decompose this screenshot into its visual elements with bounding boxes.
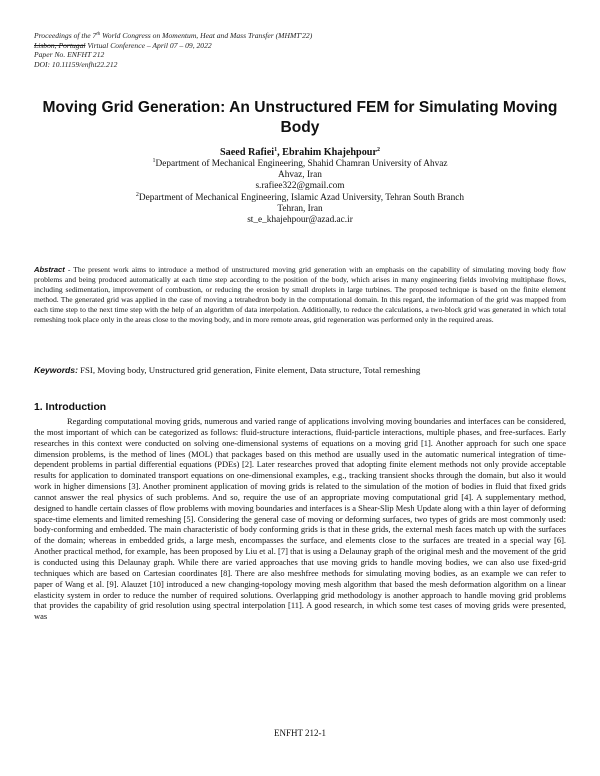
author-1-email: s.rafiee322@gmail.com [255,181,345,192]
affiliation-2: $^2$Department of Mechanical Engineering, Islamic Azad University, Tehran South Branch [135,191,465,203]
affiliation-2-city: Tehran, Iran [277,203,323,214]
struck-venue: Lisbon, Portugal [34,40,86,50]
abstract-label: Abstract [34,265,65,274]
proceedings-header [34,31,574,69]
keywords-text: FSI, Moving body, Unstructured grid generation, Finite element, Data structure, Total remeshing [77,365,421,375]
author-2: Ebrahim Khajehpour [282,147,377,158]
header-paper-number: Paper No. ENFHT 212 [34,50,105,60]
author-2-email: st_e_khajehpour@azad.ac.ir [247,215,353,226]
introduction-body [34,416,566,622]
author-1: Saeed Rafiei [220,147,275,158]
affiliation-1-city: Ahvaz, Iran [278,170,322,181]
header-venue-line: Lisbon, Portugal Virtual Conference – April 07 – 09, 2022 [34,40,212,50]
header-doi: DOI: 10.11159/enfht22.212 [34,59,118,69]
affiliation-1: $^1$Department of Mechanical Engineering, Shahid Chamran University of Ahvaz [152,158,448,169]
keywords-label: Keywords: [34,365,78,375]
page-footer: ENFHT 212-1 [273,728,327,738]
header-conference-line: Proceedings of the 7th World Congress on Momentum, Heat and Mass Transfer (MHMT'22) [34,31,313,40]
abstract [34,265,566,326]
paper-title: Moving Grid Generation: An Unstructured FEM for Simulating Moving Body [42,99,558,136]
author-block [30,147,570,226]
paragraph: Regarding computational moving grids, numerous and varied range of applications involving moving boundaries and interfaces can be considered, the most important of which can be categorized as follows: fluid-structure interactions, fluid-particle interactions, multiple phases, and free-surfaces. Early researches in this context were conducted on solving one-dimensional systems of equations on a moving grid [1]. Another approach for such one space dimension problems, is the method of lines (MOL) that packages based on this method are usually used in the automatic numerical integration of time-dependent problems in partial differential equations (PDEs) [2]. Later researches proved that adopting finite element methods not only provide acceptable results for application to dominated transport equations on one-dimensional examples, e.g., tracking transient shocks through the domain, but also it would work in higher dimensions [3]. Another prominent application of moving grids is related to the simulation of the motion of bodies in fluid that fixed grids cannot answer the real physics of such problems. And so, require the use of an appropriate moving computational grid [4]. A supplementary method, designed to handle certain classes of flow problems with moving boundaries and interfaces is a Shear-Slip Mesh Update along with a thin layer of deforming space-time elements and limited remeshing [5]. Considering the general case of moving or deforming surfaces, two types of grids are most commonly used: body-conforming and embedded. The main characteristic of body conforming grids is that in these grids, the external mesh faces match up with the surfaces of the domain; whereas in embedded grids, a large mesh, encompasses the surface, and elements close to the surfaces are treated in a special way [6]. Another practical method, for example, has been proposed by Liu et al. [7] that is using a Delaunay graph of the original mesh and the movement of the grid is conducted using this Delaunay graph. While there are varied approaches that use moving grids to handle moving bodies, we can also use fixed-grid techniques which are based on Cartesian coordinates [8]. There are also meshfree methods for simulating moving bodies, as an example we can refer to paper of Wang et al. [9]. Alauzet [10] introduced a new changing-topology moving mesh algorithm that based the mesh deformation algorithm on a linear elasticity system in order to reduce the number of required solutions. Overlapping grid methodology is another approach to handle moving grid problems that provides the capability of grid resolution using spectral interpolation [11]. A good research, in which some test cases of moving grids were presented, was [34,416,566,622]
abstract-text: - The present work aims to introduce a method of unstructured moving grid generation with an emphasis on the capability of simulating moving body flow problems and being produced automatically at each time step according to the position of the body, which arises in many engineering fields involving multiphase flows, including sedimentation, improvement of combustion, or reducing the erosion by small droplets in large turbines. The proposed technique is based on the finite element method. The generated grid was applied in the case of moving a tetrahedron body in the computational domain. In this regard, the information of the grid was mapped from each time step to the next time step with the help of an algorithm of data interpolation. Additionally, to reduce the calculations, a two-block grid was generated in which total remeshing took place only in the areas close to the moving body, and in more remote areas, grid regeneration was performed only in the required areas. [34,265,566,325]
author-names: Saeed Rafiei$^1$, Ebrahim Khajehpour$^2$ [220,147,380,158]
keywords [34,365,566,376]
section-heading-introduction: 1. Introduction [34,402,107,413]
